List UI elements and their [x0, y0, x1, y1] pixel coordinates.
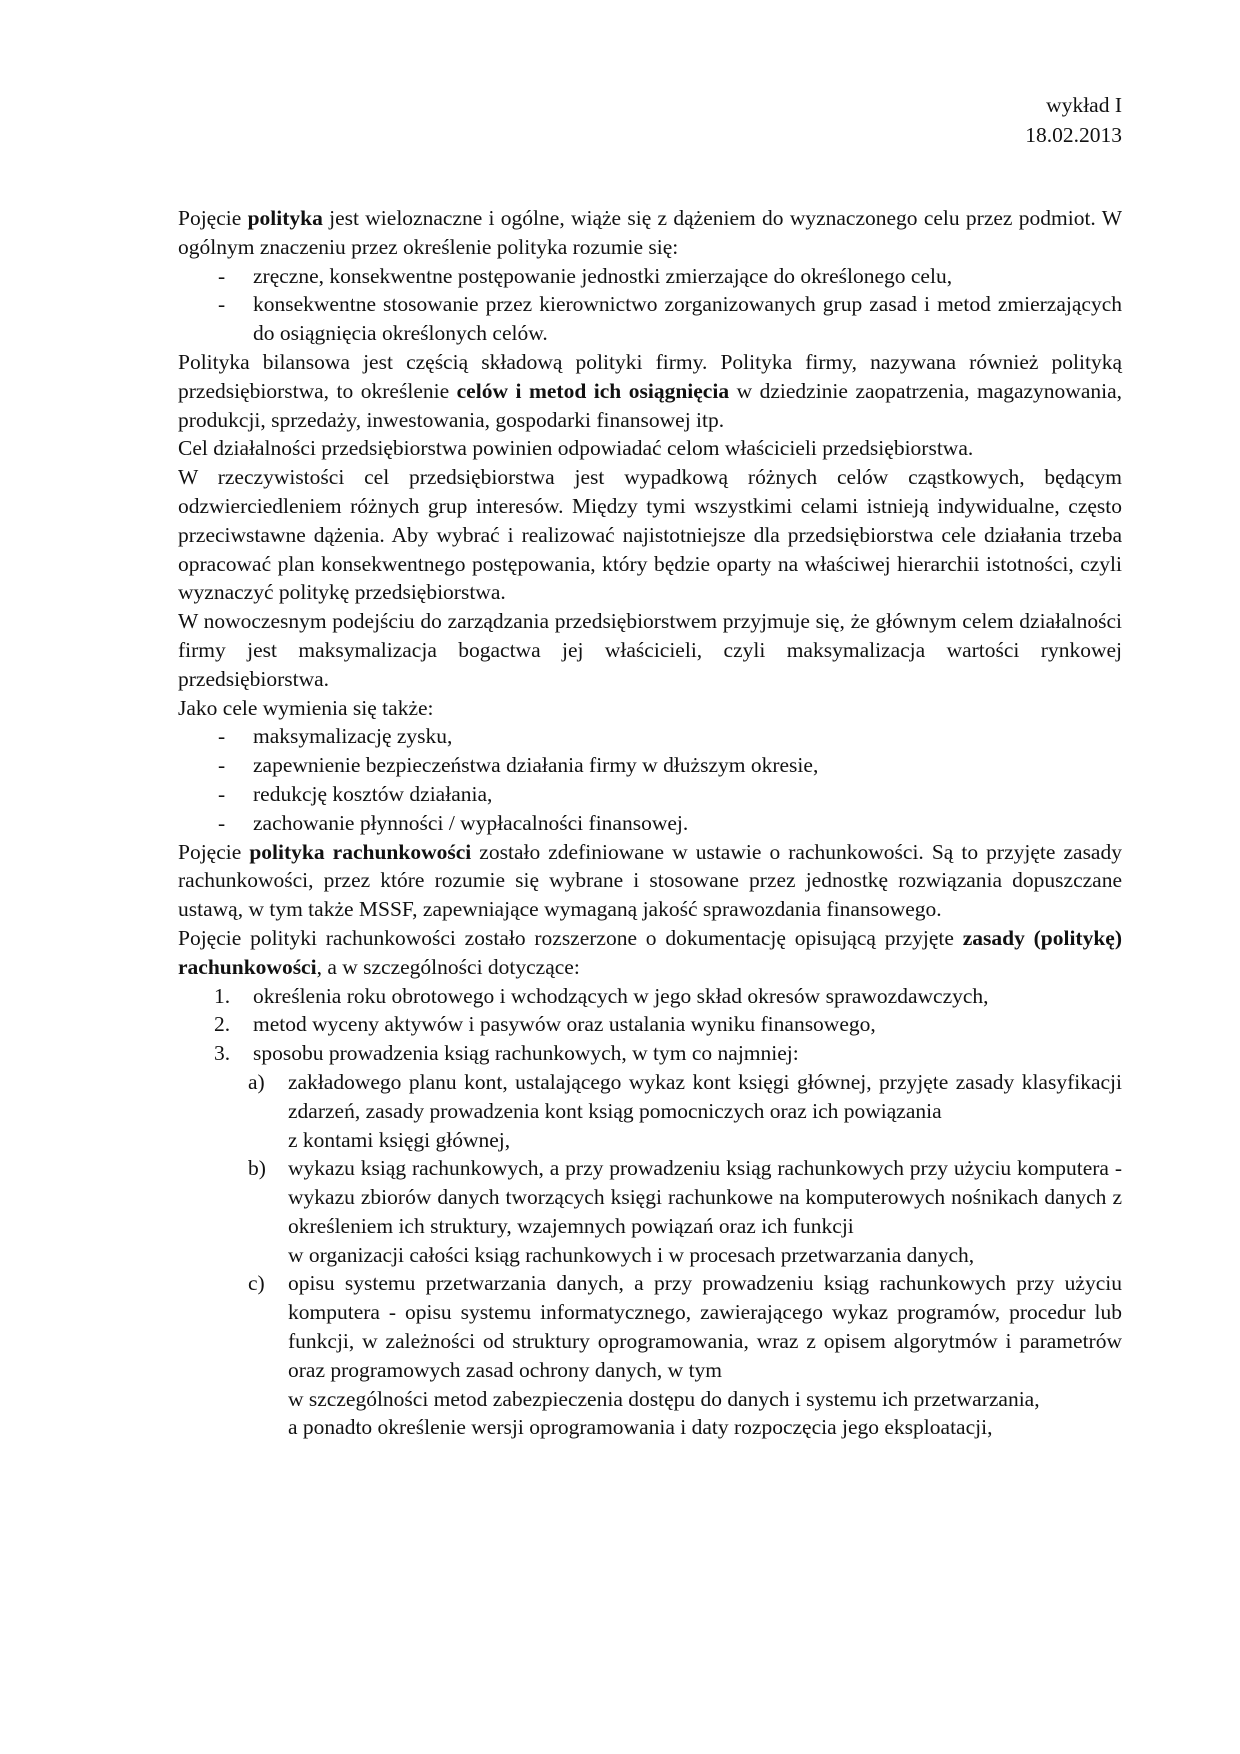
list-item: - redukcję kosztów działania, [178, 780, 1122, 809]
other-goals-list [178, 722, 1122, 837]
term-accounting-policy: polityka rachunkowości [249, 839, 472, 864]
list-number: 3. [214, 1041, 231, 1066]
paragraph-policy-extended: Pojęcie polityki rachunkowości zostało rozszerzone o dokumentację opisującą przyjęte zasady (politykę) rachunkowości, a w szczególności dotyczące: [178, 925, 1123, 979]
list-item: - zapewnienie bezpieczeństwa działania firmy w dłuższym okresie, [178, 751, 1122, 780]
dash-bullet: - [218, 781, 226, 806]
term-goals-methods: celów i metod ich osiągnięcia [456, 378, 730, 403]
list-item: - zręczne, konsekwentne postępowanie jednostki zmierzające do określonego celu, [178, 262, 1122, 291]
list-item: - zachowanie płynności / wypłacalności finansowej. [178, 809, 1122, 838]
paragraph-balance-policy: Polityka bilansowa jest częścią składową polityki firmy. Polityka firmy, nazywana również polityką przedsiębiorstwa, to określenie celów i metod ich osiągnięcia w dziedzinie zaopatrzenia, magazynowania, produkcji, sprzedaży, inwestowania, gospodarki finansowej itp. [178, 349, 1123, 432]
term-polityka: polityka [247, 206, 323, 230]
dash-bullet: - [218, 724, 226, 749]
document-body [178, 204, 1122, 1442]
list-letter: b) [248, 1156, 266, 1181]
document-header [1025, 90, 1122, 150]
list-number: 1. [214, 983, 231, 1008]
paragraph-company-goal: Cel działalności przedsiębiorstwa powinien odpowiadać celom właścicieli przedsiębiorstwa. [178, 436, 974, 461]
lecture-date: 18.02.2013 [1025, 123, 1122, 147]
term-accounting-principles: zasady (politykę) rachunkowości [178, 925, 1123, 979]
policy-meaning-list [178, 262, 1122, 348]
list-item: 1. określenia roku obrotowego i wchodzących w jego skład okresów sprawozdawczych, [178, 982, 1122, 1011]
dash-bullet: - [218, 292, 226, 317]
documentation-numbered-list [178, 982, 1122, 1443]
dash-bullet: - [218, 753, 226, 778]
dash-bullet: - [218, 810, 226, 835]
lecture-label: wykład I [1046, 93, 1122, 117]
list-item: - maksymalizację zysku, [178, 722, 1122, 751]
sublist-item: a) zakładowego planu kont, ustalającego wykaz kont księgi głównej, przyjęte zasady klasyfikacji zdarzeń, zasady prowadzenia kont ksiąg pomocniczych oraz ich powiązania z kontami księgi głównej, [248, 1069, 1122, 1152]
dash-bullet: - [218, 263, 226, 288]
list-item: 3. sposobu prowadzenia ksiąg rachunkowych, w tym co najmniej: a) zakładowego planu kont, ustalającego wykaz kont księgi głównej, przyjęte zasady klasyfikacji zdarzeń, zasady prowadzenia kont ksiąg pomocniczych oraz ich powiązania z kontami księgi głównej, b) wykazu ksiąg rachunkowych, a przy prowadzeniu ksiąg rachunkowych przy użyciu komputera - wykazu zbiorów danych tworzących księgi rachunkowe na komputerowych nośnikach danych z określeniem ich struktury, wzajemnych powiązań oraz ich funkcji w organizacji całości ksiąg rachunkowych i w procesach przetwarzania danych, c) opisu systemu przetwarzania danych, a przy prowadzeniu ksiąg rachunkowych przy użyciu komputera - opisu systemu informatycznego, zawierającego wykaz programów, procedur lub funkcji, w zależności od struktury oprogramowania, wraz z opisem algorytmów i parametrów oraz programowych zasad ochrony danych, w tym w szczególności metod zabezpieczenia dostępu do danych i systemu ich przetwarzania, a ponadto określenie wersji oprogramowania i daty rozpoczęcia jego eksploatacji, [178, 1039, 1122, 1442]
paragraph-other-goals-intro: Jako cele wymienia się także: [178, 695, 434, 720]
sublist-item: b) wykazu ksiąg rachunkowych, a przy prowadzeniu ksiąg rachunkowych przy użyciu komputera - wykazu zbiorów danych tworzących księgi rachunkowe na komputerowych nośnikach danych z określeniem ich struktury, wzajemnych powiązań oraz ich funkcji w organizacji całości ksiąg rachunkowych i w procesach przetwarzania danych, [248, 1156, 1122, 1267]
paragraph-accounting-policy: Pojęcie polityka rachunkowości zostało zdefiniowane w ustawie o rachunkowości. Są to przyjęte zasady rachunkowości, przez które rozumie się wybrane i stosowane przez jednostkę rozwiązania dopuszczane ustawą, w tym także MSSF, zapewniające wymaganą jakość sprawozdania finansowego. [178, 839, 1122, 922]
list-letter: a) [248, 1069, 265, 1094]
list-item: 2. metod wyceny aktywów i pasywów oraz ustalania wyniku finansowego, [178, 1010, 1122, 1039]
paragraph-policy-definition: Pojęcie polityka jest wieloznaczne i ogólne, wiąże się z dążeniem do wyznaczonego celu przez podmiot. W ogólnym znaczeniu przez określenie polityka rozumie się: [178, 206, 1122, 259]
list-letter: c) [248, 1271, 265, 1296]
list-number: 2. [214, 1012, 231, 1037]
bookkeeping-sublist [178, 1068, 1122, 1442]
paragraph-goal-reality: W rzeczywistości cel przedsiębiorstwa jest wypadkową różnych celów cząstkowych, będącym odzwierciedleniem różnych grup interesów. Między tymi wszystkimi celami istnieją indywidualne, często przeciwstawne dążenia. Aby wybrać i realizować najistotniejsze dla przedsiębiorstwa cele działania trzeba opracować plan konsekwentnego postępowania, który będzie oparty na właściwej hierarchii istotności, czyli wyznaczyć politykę przedsiębiorstwa. [178, 465, 1122, 605]
sublist-item: c) opisu systemu przetwarzania danych, a przy prowadzeniu ksiąg rachunkowych przy użyciu komputera - opisu systemu informatycznego, zawierającego wykaz programów, procedur lub funkcji, w zależności od struktury oprogramowania, wraz z opisem algorytmów i parametrów oraz programowych zasad ochrony danych, w tym w szczególności metod zabezpieczenia dostępu do danych i systemu ich przetwarzania, a ponadto określenie wersji oprogramowania i daty rozpoczęcia jego eksploatacji, [248, 1271, 1122, 1440]
paragraph-modern-approach: W nowoczesnym podejściu do zarządzania przedsiębiorstwem przyjmuje się, że głównym celem działalności firmy jest maksymalizacja bogactwa jej właścicieli, czyli maksymalizacja wartości rynkowej przedsiębiorstwa. [178, 609, 1122, 691]
list-item: - konsekwentne stosowanie przez kierownictwo zorganizowanych grup zasad i metod zmierzających do osiągnięcia określonych celów. [218, 292, 1122, 346]
